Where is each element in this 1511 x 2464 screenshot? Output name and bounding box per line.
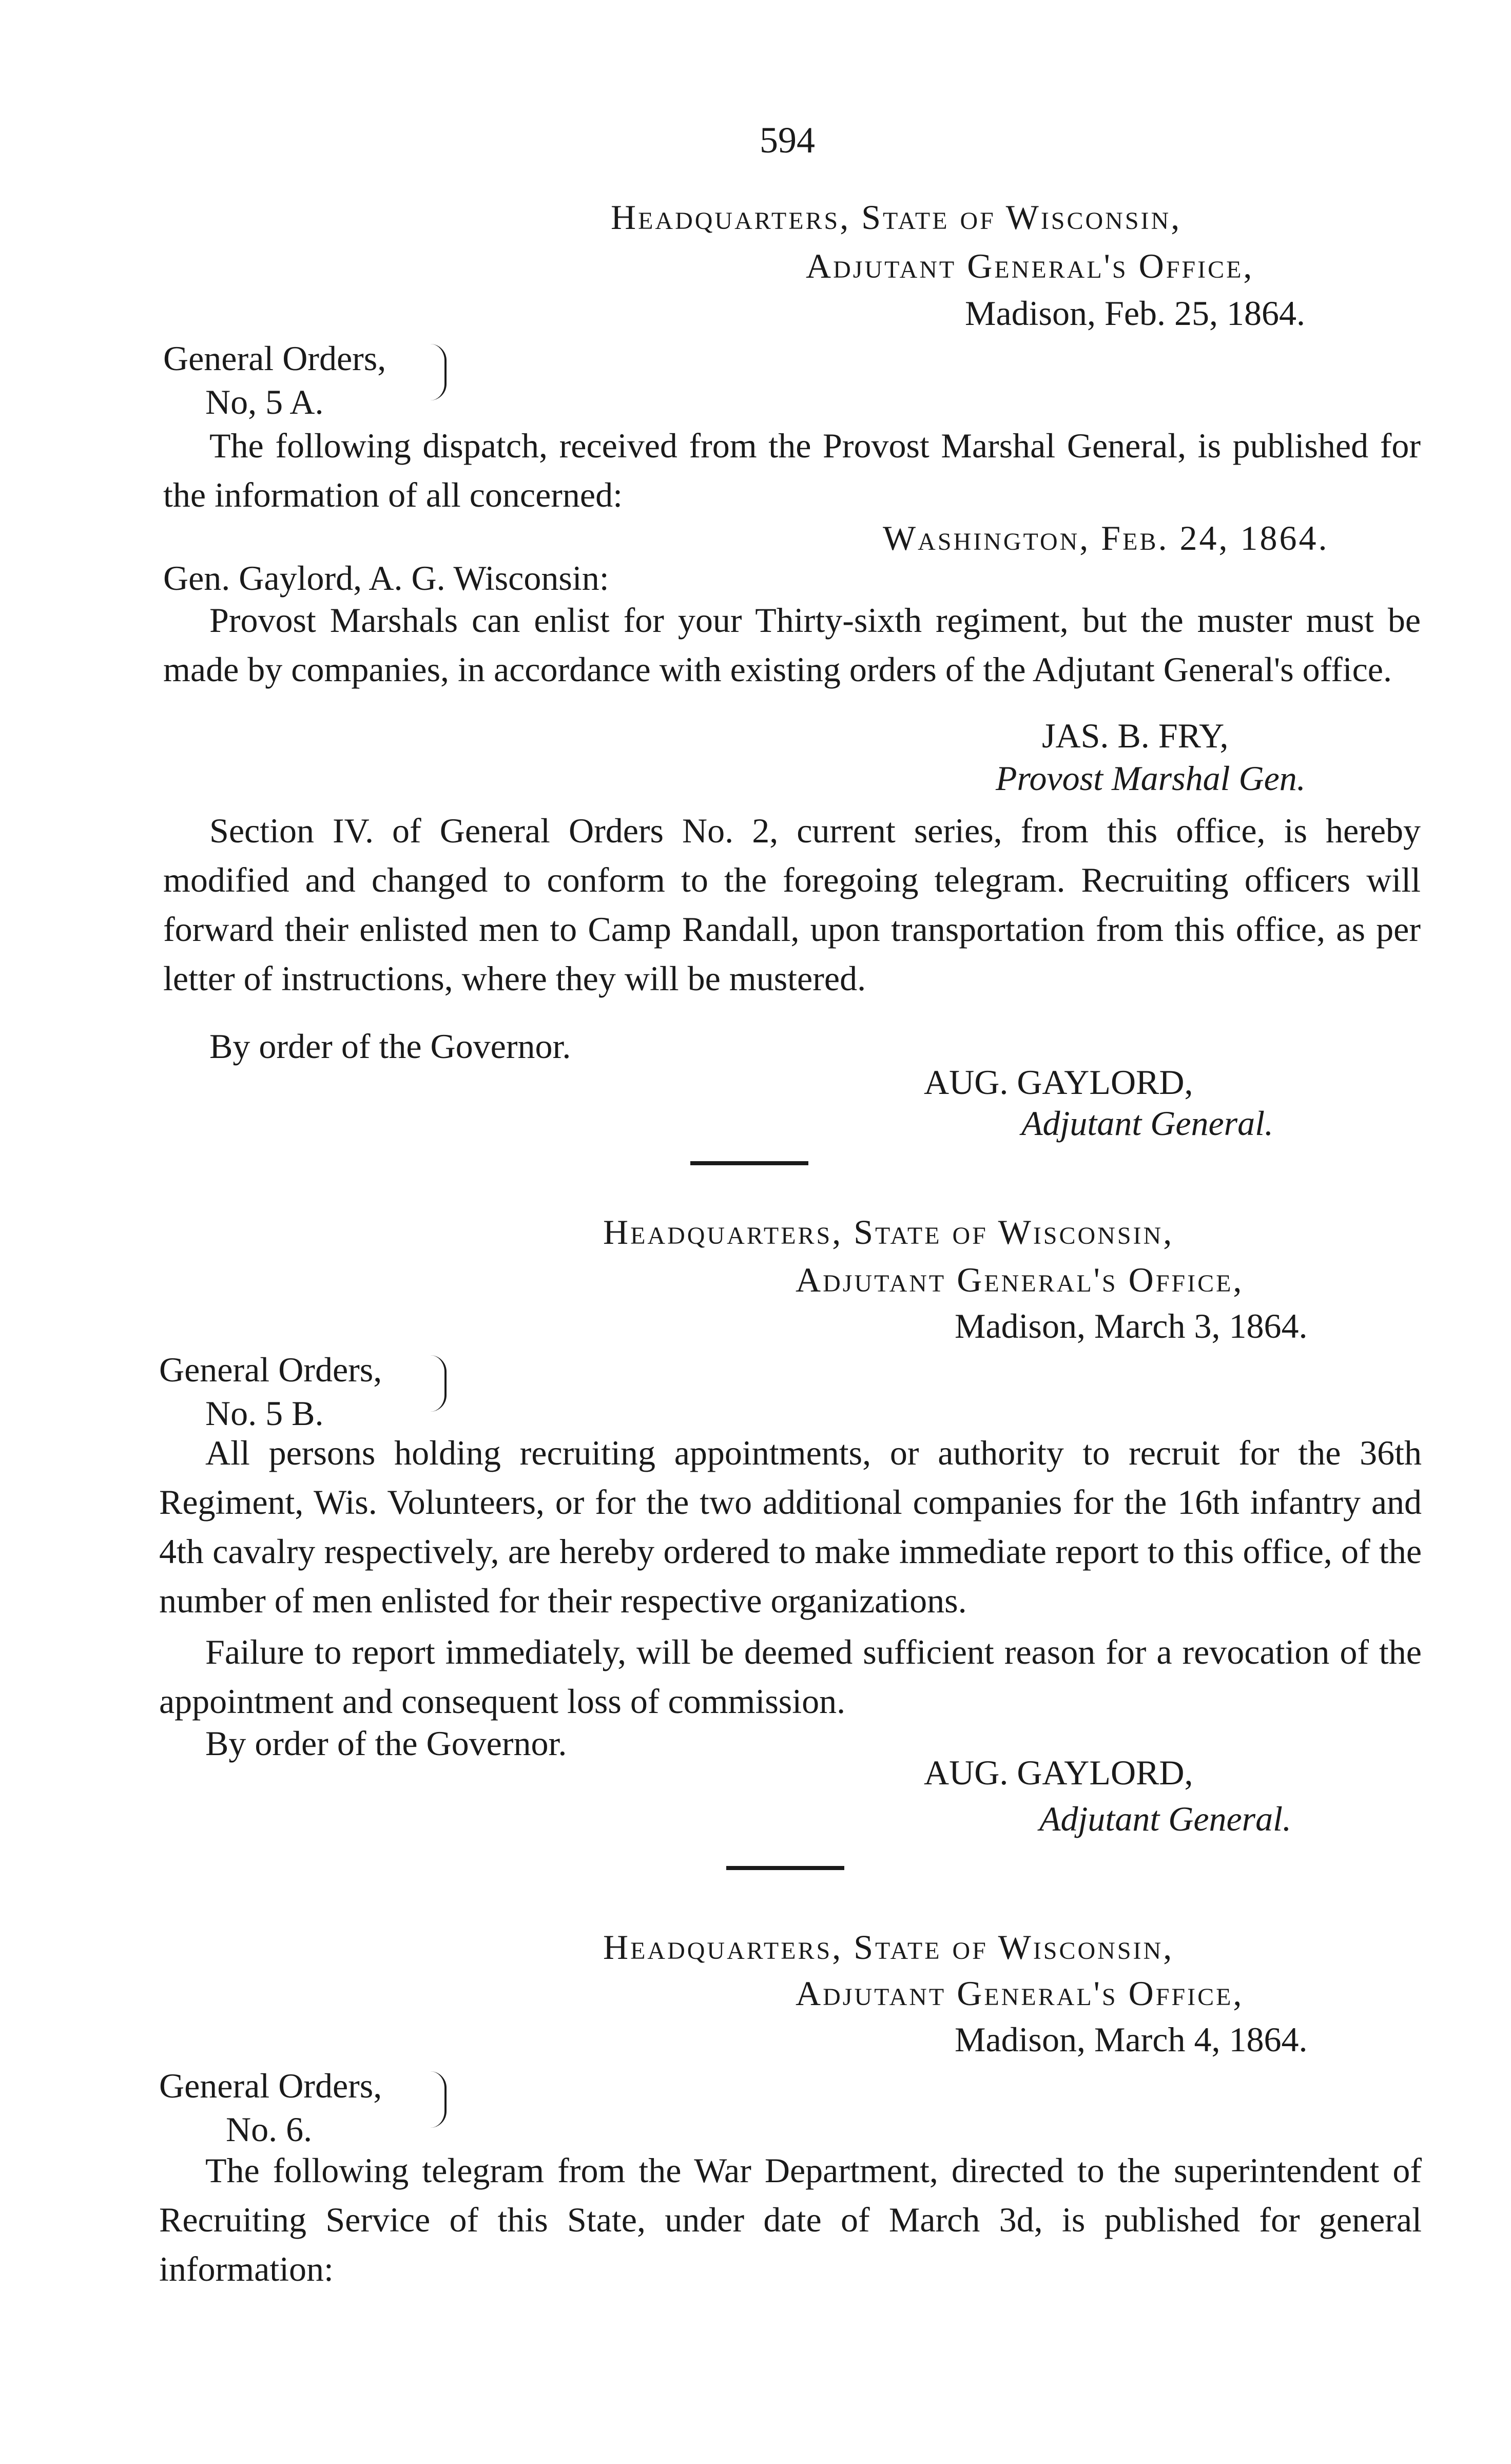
- order-5a-label: General Orders,: [163, 339, 386, 378]
- order-6-brace: [430, 2071, 447, 2128]
- section-divider-1: [690, 1161, 808, 1165]
- order-5b-para1: All persons holding recruiting appointments, or authority to recruit for the 36th Regiment, Wis. Volunteers, or for the two additional companies for the 16th infantry and 4th cavalry respectively, are hereby ordered to make immediate report to this office, of the number of men enlisted for their respective organizations.: [159, 1433, 1422, 1620]
- order-5a-dispatch-place: Washington, Feb. 24, 1864.: [883, 518, 1329, 557]
- order-5a-hq-line1: Headquarters, State of Wisconsin,: [611, 198, 1182, 237]
- order-6-hq-line3: Madison, March 4, 1864.: [955, 2020, 1308, 2059]
- order-5b-hq-line2: Adjutant General's Office,: [796, 1260, 1244, 1299]
- page-number: 594: [760, 120, 815, 161]
- order-6-para1: The following telegram from the War Department, directed to the superintendent of Recruiting Service of this State, under date of March 3d, is published for general information:: [159, 2151, 1422, 2288]
- order-5a-signer-title: Adjutant General.: [1021, 1104, 1274, 1143]
- order-6-hq-line1: Headquarters, State of Wisconsin,: [603, 1928, 1174, 1967]
- order-5a-hq-line3: Madison, Feb. 25, 1864.: [965, 294, 1305, 333]
- order-5b-hq-line3: Madison, March 3, 1864.: [955, 1306, 1308, 1345]
- order-5a-dispatch-body: Provost Marshals can enlist for your Thirty-sixth regiment, but the muster must be made by companies, in accordance with existing orders of the Adjutant General's office.: [163, 601, 1421, 689]
- order-5a-dispatch-addressee: Gen. Gaylord, A. G. Wisconsin:: [163, 559, 609, 598]
- section-divider-2: [726, 1866, 844, 1870]
- order-5a-signer: AUG. GAYLORD,: [924, 1063, 1193, 1102]
- order-5b-label: General Orders,: [159, 1350, 382, 1389]
- order-5a-dispatch-signer: JAS. B. FRY,: [1042, 716, 1229, 755]
- order-5a-intro: The following dispatch, received from the Provost Marshal General, is published for the information of all concerned:: [163, 426, 1421, 514]
- order-6-label: General Orders,: [159, 2066, 382, 2105]
- order-6-number: No. 6.: [226, 2110, 313, 2149]
- order-5a-number: No, 5 A.: [205, 382, 324, 421]
- order-5a-hq-line2: Adjutant General's Office,: [806, 246, 1254, 285]
- order-5b-hq-line1: Headquarters, State of Wisconsin,: [603, 1212, 1174, 1252]
- order-5a-body: Section IV. of General Orders No. 2, current series, from this office, is hereby modified and changed to conform to the foregoing telegram. Recruiting officers will forward their enlisted men to Camp Randall, upon transportation from this office, as per letter of instructions, where they will be mustered.: [163, 811, 1421, 998]
- order-5b-signer: AUG. GAYLORD,: [924, 1753, 1193, 1792]
- order-5a-brace: [430, 344, 447, 400]
- order-5b-signer-title: Adjutant General.: [1039, 1799, 1292, 1838]
- order-6-hq-line2: Adjutant General's Office,: [796, 1974, 1244, 2013]
- order-5b-brace: [430, 1355, 447, 1412]
- order-5b-para2: Failure to report immediately, will be deemed sufficient reason for a revocation of the appointment and consequent loss of commission.: [159, 1632, 1422, 1721]
- order-5a-dispatch-signer-title: Provost Marshal Gen.: [996, 759, 1306, 798]
- order-5a-by-order: By order of the Governor.: [209, 1027, 571, 1066]
- order-5b-by-order: By order of the Governor.: [205, 1724, 567, 1763]
- order-5b-number: No. 5 B.: [205, 1394, 324, 1433]
